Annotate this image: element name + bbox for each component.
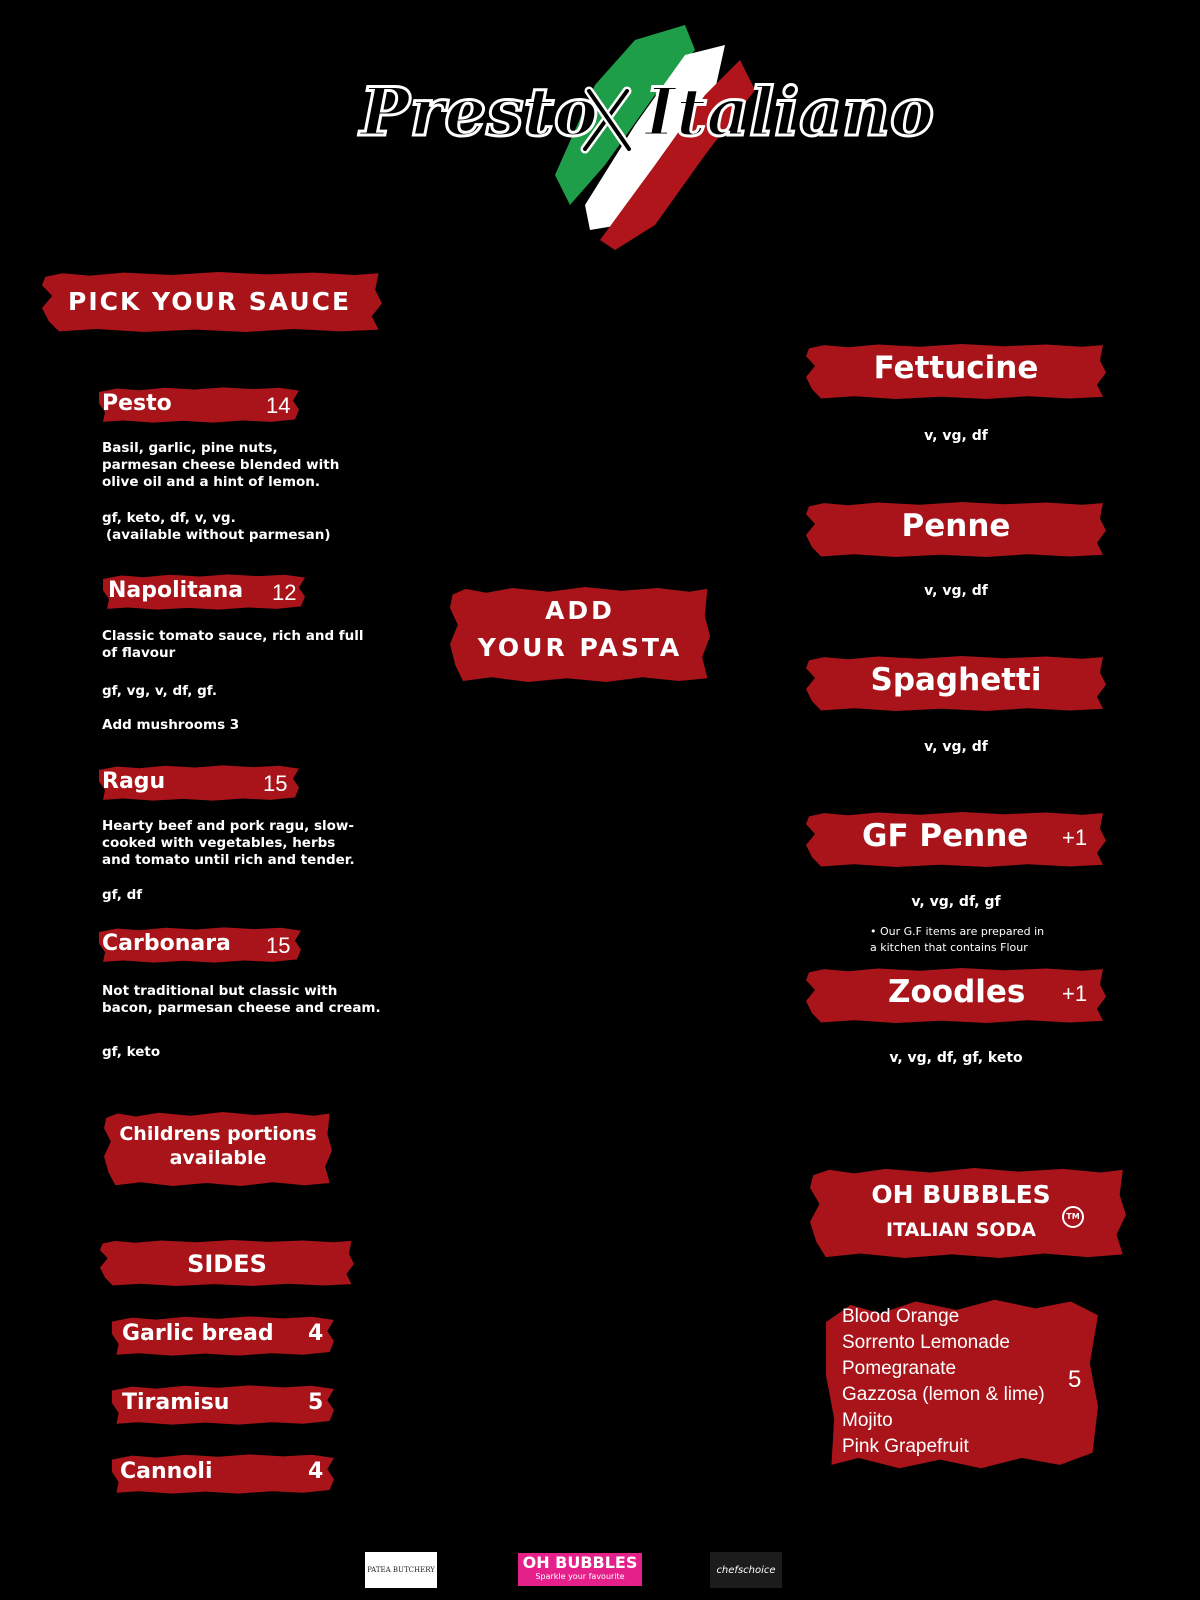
oh-bubbles-logo [518,1553,642,1586]
soda-flavour: Pink Grapefruit [842,1436,969,1457]
pasta-name: Spaghetti [870,662,1042,698]
side-price: 5 [308,1390,324,1415]
sauce-price: 14 [266,393,291,418]
soda-flavour-list [842,1304,1045,1460]
sauce-note: Add mushrooms 3 [102,717,240,733]
sauce-name: Napolitana [108,578,244,603]
logo [355,15,935,250]
spoon-fork-icon [577,77,637,157]
soda-flavour: Pomegranate [842,1358,957,1379]
pasta-heading-line1: ADD [545,596,615,625]
logo-text-left: Presto [360,73,599,151]
soda-flavour: Gazzosa (lemon & lime) [842,1384,1045,1405]
pasta-diet: v, vg, df [924,583,988,599]
sauce-price: 15 [266,933,291,958]
pasta-heading-line2: YOUR PASTA [477,633,683,662]
sauce-name: Carbonara [102,931,231,956]
sauce-heading: PICK YOUR SAUCE [68,287,352,316]
chefs-choice-logo [710,1552,782,1588]
sauce-description: Not traditional but classic with bacon, parmesan cheese and cream. [102,983,381,1016]
trademark-text: TM [1066,1212,1080,1221]
sauce-diet: gf, keto, df, v, vg. [102,510,236,526]
sauce-name: Pesto [102,391,172,416]
pasta-diet: v, vg, df, gf, keto [889,1050,1023,1066]
sauce-name: Ragu [102,769,166,794]
side-price: 4 [308,1321,324,1346]
oh-bubbles-tagline: Sparkle your favourite [535,1572,625,1581]
soda-flavour: Mojito [842,1410,893,1431]
pasta-diet: v, vg, df [924,428,988,444]
sauce-description: Hearty beef and pork ragu, slow- cooked with vegetables, herbs and tomato until rich and tender. [102,818,355,868]
side-name: Garlic bread [122,1321,274,1346]
side-name: Cannoli [120,1459,213,1484]
pasta-name: Penne [901,508,1011,544]
childrens-portions: Childrens portions available [119,1123,317,1169]
sides-heading: SIDES [187,1250,267,1278]
soda-price: 5 [1068,1366,1082,1393]
patea-butchery-logo [365,1552,437,1588]
pasta-extra: +1 [1062,825,1088,850]
chefs-choice-label: chefschoice [716,1564,776,1576]
soda-flavour: Sorrento Lemonade [842,1332,1010,1353]
sauce-diet: gf, df [102,887,143,903]
soda-flavour: Blood Orange [842,1306,960,1327]
side-name: Tiramisu [122,1390,230,1415]
sauce-description: Classic tomato sauce, rich and full of flavour [102,628,364,661]
side-price: 4 [308,1459,324,1484]
sauce-price: 12 [272,580,297,605]
sauce-note: (available without parmesan) [106,527,331,543]
pasta-note: • Our G.F items are prepared in a kitchen that contains Flour [870,925,1045,954]
pasta-extra: +1 [1062,981,1088,1006]
oh-bubbles-label: OH BUBBLES [522,1553,638,1572]
trademark-badge [1062,1206,1084,1228]
sauce-diet: gf, keto [102,1044,161,1060]
patea-butchery-label: PATEA BUTCHERY [367,1566,435,1574]
sauce-description: Basil, garlic, pine nuts, parmesan cheese blended with olive oil and a hint of lemon. [102,440,340,490]
pasta-name: GF Penne [862,818,1029,854]
soda-heading: OH BUBBLES [871,1180,1051,1209]
soda-subheading: ITALIAN SODA [886,1219,1036,1241]
sauce-diet: gf, vg, v, df, gf. [102,683,218,699]
logo-text-right: Italiano [645,73,935,151]
pasta-name: Fettucine [873,350,1039,386]
pasta-diet: v, vg, df, gf [911,894,1001,910]
pasta-name: Zoodles [888,974,1026,1010]
sauce-price: 15 [263,771,288,796]
pasta-diet: v, vg, df [924,739,988,755]
